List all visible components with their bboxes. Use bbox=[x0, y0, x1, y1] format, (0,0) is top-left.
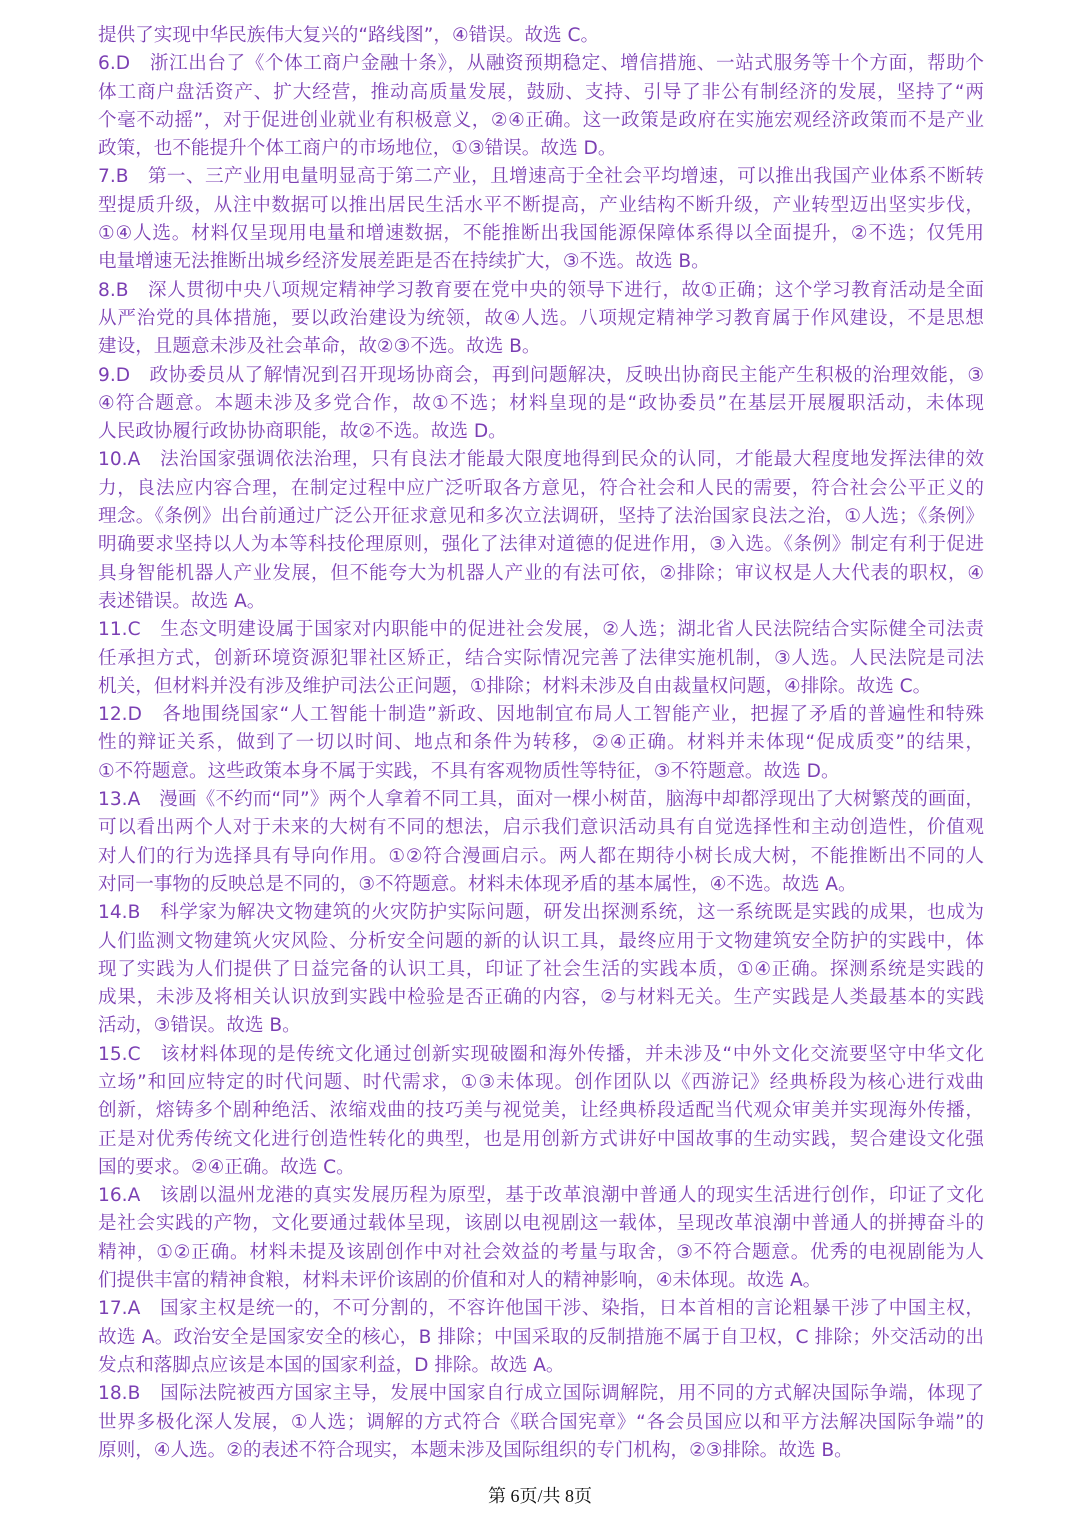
text-line: 18.B 国际法院被西方国家主导，发展中国家自行成立国际调解院，用不同的方式解决国际争端，体现了 bbox=[98, 1383, 984, 1405]
text-line: 电量增速无法推断出城乡经济发展差距是否在持续扩大，③不选。故选 B。 bbox=[98, 251, 710, 273]
text-line: 12.D 各地围绕国家“人工智能十制造”新政、因地制宜布局人工智能产业，把握了矛盾的普遍性和特殊 bbox=[98, 704, 984, 726]
text-line: 10.A 法治国家强调依法治理，只有良法才能最大限度地得到民众的认同，才能最大程度地发挥法律的效 bbox=[98, 449, 984, 471]
text-line: 9.D 政协委员从了解情况到召开现场协商会，再到问题解决，反映出协商民主能产生积极的治理效能，③ bbox=[98, 364, 984, 386]
answer-item bbox=[98, 1182, 984, 1295]
answer-item bbox=[98, 786, 984, 899]
text-line: 理念。《条例》出台前通过广泛公开征求意见和多次立法调研，坚持了法治国家良法之治，①人选；《条例》 bbox=[98, 506, 984, 528]
text-line: 提供了实现中华民族伟大复兴的“路线图”，④错误。故选 C。 bbox=[98, 25, 600, 46]
text-line: ④符合题意。本题未涉及多党合作，故①不选；材料皇现的是“政协委员”在基层开展履职活动，未体现 bbox=[98, 392, 984, 414]
text-line: 活动，③错误。故选 B。 bbox=[98, 1015, 301, 1037]
text-line: 从严治党的具体措施，要以政治建设为统领，故④人选。八项规定精神学习教育属于作风建设，不是思想 bbox=[98, 307, 984, 329]
text-line: 型提质升级，从注中数据可以推出居民生活水平不断提高，产业结构不断升级，产业转型迈出坚实步伐， bbox=[98, 194, 984, 216]
text-line: 国的要求。②④正确。故选 C。 bbox=[98, 1156, 355, 1178]
text-line: 13.A 漫画《不约而“同”》两个人拿着不同工具，面对一棵小树苗，脑海中却都浮现出了大树繁茂的画面， bbox=[98, 789, 984, 811]
text-line: 正是对优秀传统文化进行创造性转化的典型，也是用创新方式讲好中国故事的生动实践，契合建设文化强 bbox=[98, 1128, 984, 1150]
page-number: 第 6页/共 8页 bbox=[487, 1486, 592, 1506]
text-line: 人民政协履行政协协商职能，故②不选。故选 D。 bbox=[98, 421, 507, 443]
answer-explanations bbox=[98, 22, 984, 1465]
text-line: 15.C 该材料体现的是传统文化通过创新实现破圈和海外传播，并未涉及“中外文化交流要坚守中华文化 bbox=[98, 1043, 984, 1065]
text-line: 建设，且题意未涉及社会革命，故②③不选。故选 B。 bbox=[98, 336, 541, 358]
text-line: 政策，也不能提升个体工商户的市场地位，①③错误。故选 D。 bbox=[98, 138, 617, 160]
answer-item bbox=[98, 899, 984, 1040]
text-line: 精神，①②正确。材料未提及该剧创作中对社会效益的考量与取舍，③不符合题意。优秀的电视剧能为人 bbox=[98, 1241, 984, 1263]
answer-item bbox=[98, 446, 984, 616]
answer-item bbox=[98, 22, 984, 50]
text-line: 6.D 浙江出台了《个体工商户金融十条》，从融资预期稳定、增信措施、一站式服务等十个方面，帮助个 bbox=[98, 53, 984, 75]
text-line: 立场”和回应特定的时代问题、时代需求，①③未体现。创作团队以《西游记》经典桥段为核心进行戏曲 bbox=[98, 1071, 984, 1093]
answer-item bbox=[98, 163, 984, 276]
text-line: 表述错误。故选 A。 bbox=[98, 590, 266, 612]
text-line: 成果，未涉及将相关认识放到实践中检验是否正确的内容，②与材料无关。生产实践是人类最基本的实践 bbox=[98, 987, 984, 1009]
answer-item bbox=[98, 1295, 984, 1380]
text-line: 性的辩证关系，做到了一切以时间、地点和条件为转移，②④正确。材料并未体现“促成质变”的结果， bbox=[98, 732, 984, 754]
text-line: 创新，熔铸多个剧种绝活、浓缩戏曲的技巧美与视觉美，让经典桥段适配当代观众审美并实现海外传播， bbox=[98, 1100, 984, 1122]
text-line: 具身智能机器人产业发展，但不能夸大为机器人产业的有法可依，②排除；审议权是人大代表的职权，④ bbox=[98, 562, 984, 584]
text-line: 们提供丰富的精神食粮，材料未评价该剧的价值和对人的精神影响，④未体现。故选 A。 bbox=[98, 1270, 822, 1292]
answer-item bbox=[98, 50, 984, 163]
text-line: 原则，④人选。②的表述不符合现实，本题未涉及国际组织的专门机构，②③排除。故选 B。 bbox=[98, 1439, 853, 1461]
text-line: ①④人选。材料仅呈现用电量和增速数据，不能推断出我国能源保障体系得以全面提升，②不选；仅凭用 bbox=[98, 223, 984, 245]
answer-item bbox=[98, 1041, 984, 1182]
text-line: 14.B 科学家为解决文物建筑的火灾防护实际问题，研发出探测系统，这一系统既是实践的成果，也成为 bbox=[98, 902, 984, 924]
text-line: 人们监测文物建筑火灾风险、分析安全问题的新的认识工具，最终应用于文物建筑安全防护的实践中，体 bbox=[98, 930, 984, 952]
text-line: 故选 A。政治安全是国家安全的核心，B 排除；中国采取的反制措施不属于自卫权，C 排除；外交活动的出 bbox=[98, 1326, 984, 1348]
text-line: 任承担方式，创新环境资源犯罪社区矫正，结合实际情况完善了法律实施机制，③人选。人民法院是司法 bbox=[98, 647, 984, 669]
answer-item bbox=[98, 362, 984, 447]
text-line: 对同一事物的反映总是不同的，③不符题意。材料未体现矛盾的基本属性，④不选。故选 A。 bbox=[98, 873, 857, 895]
answer-item bbox=[98, 616, 984, 701]
answer-item bbox=[98, 1380, 984, 1465]
answer-item bbox=[98, 277, 984, 362]
text-line: 明确要求坚持以人为本等科技伦理原则，强化了法律对道德的促进作用，③入选。《条例》制定有利于促进 bbox=[98, 534, 984, 556]
text-line: 发点和落脚点应该是本国的国家利益，D 排除。故选 A。 bbox=[98, 1354, 565, 1376]
text-line: 现了实践为人们提供了日益完备的认识工具，印证了社会生活的实践本质，①④正确。探测系统是实践的 bbox=[98, 958, 984, 980]
text-line: 机关，但材料并没有涉及维护司法公正问题，①排除；材料未涉及自由裁量权问题，④排除。故选 C。 bbox=[98, 675, 932, 697]
text-line: 11.C 生态文明建设属于国家对内职能中的促进社会发展，②人选；湖北省人民法院结合实际健全司法责 bbox=[98, 619, 984, 641]
text-line: 力，良法应内容合理，在制定过程中应广泛听取各方意见，符合社会和人民的需要，符合社会公平正义的 bbox=[98, 477, 984, 499]
text-line: 个毫不动摇”，对于促进创业就业有积极意义，②④正确。这一政策是政府在实施宏观经济政策而不是产业 bbox=[98, 109, 984, 131]
text-line: 7.B 第一、三产业用电量明显高于第二产业，且增速高于全社会平均增速，可以推出我国产业体系不断转 bbox=[98, 166, 984, 188]
text-line: 世界多极化深人发展，①人选；调解的方式符合《联合国宪章》“各会员国应以和平方法解决国际争端”的 bbox=[98, 1411, 984, 1433]
text-line: 17.A 国家主权是统一的，不可分割的，不容许他国干涉、染指，日本首相的言论粗暴干涉了中国主权， bbox=[98, 1298, 984, 1320]
text-line: ①不符题意。这些政策本身不属于实践，不具有客观物质性等特征，③不符题意。故选 D。 bbox=[98, 760, 840, 782]
text-line: 体工商户盘活资产、扩大经营，推动高质量发展，鼓励、支持、引导了非公有制经济的发展，坚持了“两 bbox=[98, 81, 984, 103]
text-line: 对人们的行为选择具有导向作用。①②符合漫画启示。两人都在期待小树长成大树，不能推断出不同的人 bbox=[98, 845, 984, 867]
text-line: 16.A 该剧以温州龙港的真实发展历程为原型，基于改革浪潮中普通人的现实生活进行创作，印证了文化 bbox=[98, 1185, 984, 1207]
text-line: 是社会实践的产物，文化要通过载体呈现，该剧以电视剧这一载体，呈现改革浪潮中普通人的拼搏奋斗的 bbox=[98, 1213, 984, 1235]
text-line: 可以看出两个人对于未来的大树有不同的想法，启示我们意识活动具有自觉选择性和主动创造性，价值观 bbox=[98, 817, 984, 839]
text-line: 8.B 深人贯彻中央八项规定精神学习教育要在党中央的领导下进行，故①正确；这个学习教育活动是全面 bbox=[98, 279, 984, 301]
answer-item bbox=[98, 701, 984, 786]
